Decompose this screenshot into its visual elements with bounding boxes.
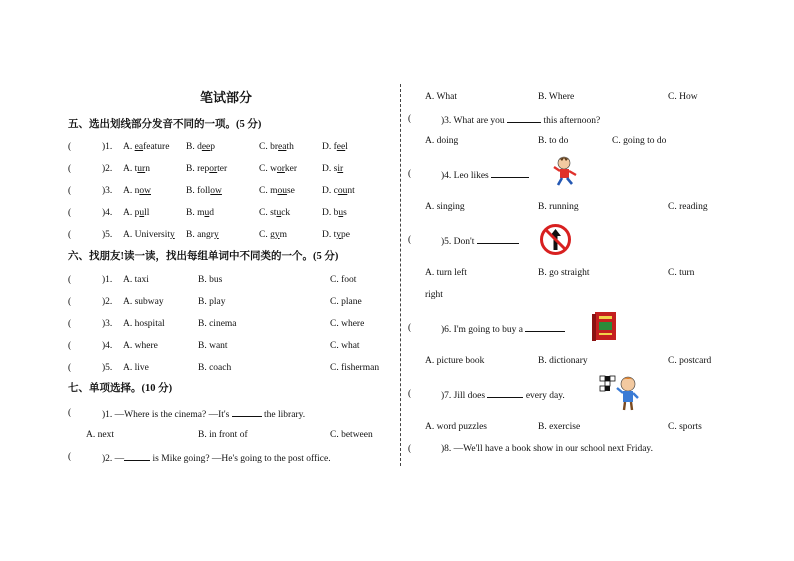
q8-paren: ( (408, 444, 412, 454)
underlined-letters: ee (201, 142, 211, 152)
s6-option-a[interactable]: A. hospital (123, 319, 165, 329)
s5-option-b[interactable]: B. deep (186, 142, 216, 152)
s6-paren: ( (68, 275, 72, 285)
underlined-letters: ow (210, 186, 222, 196)
s5-num: )2. (102, 164, 113, 174)
underlined-letters: ee (336, 142, 346, 152)
q1-option-c[interactable]: C. between (330, 430, 373, 440)
s6-option-b[interactable]: B. coach (198, 363, 232, 373)
section5-header: 五、选出划线部分发音不同的一项。(5 分) (68, 119, 262, 130)
s6-option-b[interactable]: B. cinema (198, 319, 237, 329)
underlined-letters: ea (278, 142, 287, 152)
underlined-letters: y (169, 230, 175, 240)
q7-option-a[interactable]: A. word puzzles (425, 422, 487, 432)
section6-header: 六、找朋友!读一读，找出每组单词中不同类的一个。(5 分) (68, 251, 339, 262)
q3-option-c[interactable]: C. going to do (612, 136, 667, 146)
q5-paren: ( (408, 235, 412, 245)
q2-option-c[interactable]: C. How (668, 92, 698, 102)
s5-option-b[interactable]: B. reporter (186, 164, 228, 174)
underlined-letters: ow (139, 186, 151, 196)
q3-option-a[interactable]: A. doing (425, 136, 459, 146)
q3-stem: )3. What are you this afternoon? (441, 113, 600, 127)
q1-stem: )1. —Where is the cinema? —It's the library. (102, 407, 305, 421)
q4-stem: )4. Leo likes (441, 168, 529, 182)
s6-num: )1. (102, 275, 113, 285)
s5-option-b[interactable]: B. mud (186, 208, 214, 218)
q8-stem: )8. —We'll have a book show in our school next Friday. (441, 444, 653, 454)
q5-option-c-cont: right (425, 290, 443, 300)
s5-paren: ( (68, 230, 72, 240)
s5-num: )1. (102, 142, 113, 152)
q1-paren: ( (68, 408, 72, 418)
underlined-letters: or (276, 164, 285, 174)
puzzle-girl-icon (599, 373, 641, 411)
s5-option-a[interactable]: A. University (123, 230, 175, 240)
q7-option-b[interactable]: B. exercise (538, 422, 581, 432)
s5-option-a[interactable]: A. pull (123, 208, 150, 218)
s6-option-c[interactable]: C. plane (330, 297, 362, 307)
s6-paren: ( (68, 297, 72, 307)
s5-option-a[interactable]: A. turn (123, 164, 150, 174)
underlined-letters: u (204, 208, 210, 218)
s5-num: )4. (102, 208, 113, 218)
underlined-letters: y (213, 230, 219, 240)
underlined-letters: or (209, 164, 218, 174)
underlined-letters: u (338, 208, 344, 218)
underlined-letters: ur (137, 164, 146, 174)
s6-paren: ( (68, 319, 72, 329)
underlined-letters: y (336, 230, 342, 240)
q5-stem: )5. Don't (441, 234, 519, 248)
s5-option-c[interactable]: C. mouse (259, 186, 295, 196)
s5-option-d[interactable]: D. feel (322, 142, 348, 152)
s5-option-c[interactable]: C. gym (259, 230, 287, 240)
s6-option-c[interactable]: C. what (330, 341, 360, 351)
s5-num: )5. (102, 230, 113, 240)
s5-paren: ( (68, 164, 72, 174)
no-straight-sign-icon (540, 224, 571, 255)
q6-option-b[interactable]: B. dictionary (538, 356, 588, 366)
s5-option-b[interactable]: B. angry (186, 230, 219, 240)
underlined-letters: ou (277, 186, 287, 196)
s6-num: )2. (102, 297, 113, 307)
q1-option-a[interactable]: A. next (86, 430, 114, 440)
s5-option-a[interactable]: A. now (123, 186, 151, 196)
underlined-letters: u (139, 208, 145, 218)
q7-paren: ( (408, 389, 412, 399)
q7-option-c[interactable]: C. sports (668, 422, 702, 432)
q7-stem: )7. Jill does every day. (441, 388, 565, 402)
s5-num: )3. (102, 186, 113, 196)
s6-option-a[interactable]: A. where (123, 341, 158, 351)
q4-paren: ( (408, 169, 412, 179)
s6-paren: ( (68, 341, 72, 351)
q1-option-b[interactable]: B. in front of (198, 430, 248, 440)
s5-option-d[interactable]: D. sir (322, 164, 344, 174)
s5-option-d[interactable]: D. count (322, 186, 355, 196)
s6-option-b[interactable]: B. want (198, 341, 228, 351)
s6-paren: ( (68, 363, 72, 373)
q4-option-b[interactable]: B. running (538, 202, 579, 212)
s6-option-c[interactable]: C. fisherman (330, 363, 380, 373)
s5-paren: ( (68, 142, 72, 152)
s5-option-d[interactable]: D. type (322, 230, 350, 240)
section7-header: 七、单项选择。(10 分) (68, 383, 173, 394)
q2-option-b[interactable]: B. Where (538, 92, 575, 102)
q5-option-b[interactable]: B. go straight (538, 268, 590, 278)
underlined-letters: u (276, 208, 282, 218)
s5-option-d[interactable]: D. bus (322, 208, 347, 218)
s6-option-a[interactable]: A. taxi (123, 275, 149, 285)
running-boy-icon (551, 155, 579, 187)
s5-paren: ( (68, 186, 72, 196)
underlined-letters: ou (337, 186, 348, 196)
s6-option-c[interactable]: C. where (330, 319, 365, 329)
q6-stem: )6. I'm going to buy a (441, 322, 565, 336)
q3-paren: ( (408, 114, 412, 124)
q6-option-a[interactable]: A. picture book (425, 356, 485, 366)
q5-option-c[interactable]: C. turn (668, 268, 695, 278)
s6-option-c[interactable]: C. foot (330, 275, 357, 285)
underlined-letters: ir (337, 164, 344, 174)
q4-option-c[interactable]: C. reading (668, 202, 708, 212)
q2-option-a[interactable]: A. What (425, 92, 458, 102)
s5-option-b[interactable]: B. follow (186, 186, 222, 196)
column-divider (400, 84, 401, 466)
s5-option-c[interactable]: C. stuck (259, 208, 291, 218)
s5-option-c[interactable]: C. worker (259, 164, 298, 174)
s5-option-c[interactable]: C. breath (259, 142, 294, 152)
s6-option-a[interactable]: A. live (123, 363, 149, 373)
q4-option-a[interactable]: A. singing (425, 202, 465, 212)
underlined-letters: y (274, 230, 280, 240)
q2-stem: )2. — is Mike going? —He's going to the post office. (102, 451, 331, 465)
q6-paren: ( (408, 323, 412, 333)
s5-option-a[interactable]: A. eafeature (123, 142, 170, 152)
s6-num: )5. (102, 363, 113, 373)
page-title: 笔试部分 (200, 90, 253, 105)
q5-option-a[interactable]: A. turn left (425, 268, 467, 278)
q6-option-c[interactable]: C. postcard (668, 356, 712, 366)
s6-num: )3. (102, 319, 113, 329)
s6-option-b[interactable]: B. bus (198, 275, 223, 285)
q2-paren: ( (68, 452, 72, 462)
q3-option-b[interactable]: B. to do (538, 136, 569, 146)
underlined-letters: ea (134, 142, 144, 152)
s6-option-b[interactable]: B. play (198, 297, 226, 307)
s5-paren: ( (68, 208, 72, 218)
s6-option-a[interactable]: A. subway (123, 297, 164, 307)
dictionary-book-icon (591, 310, 618, 342)
s6-num: )4. (102, 341, 113, 351)
